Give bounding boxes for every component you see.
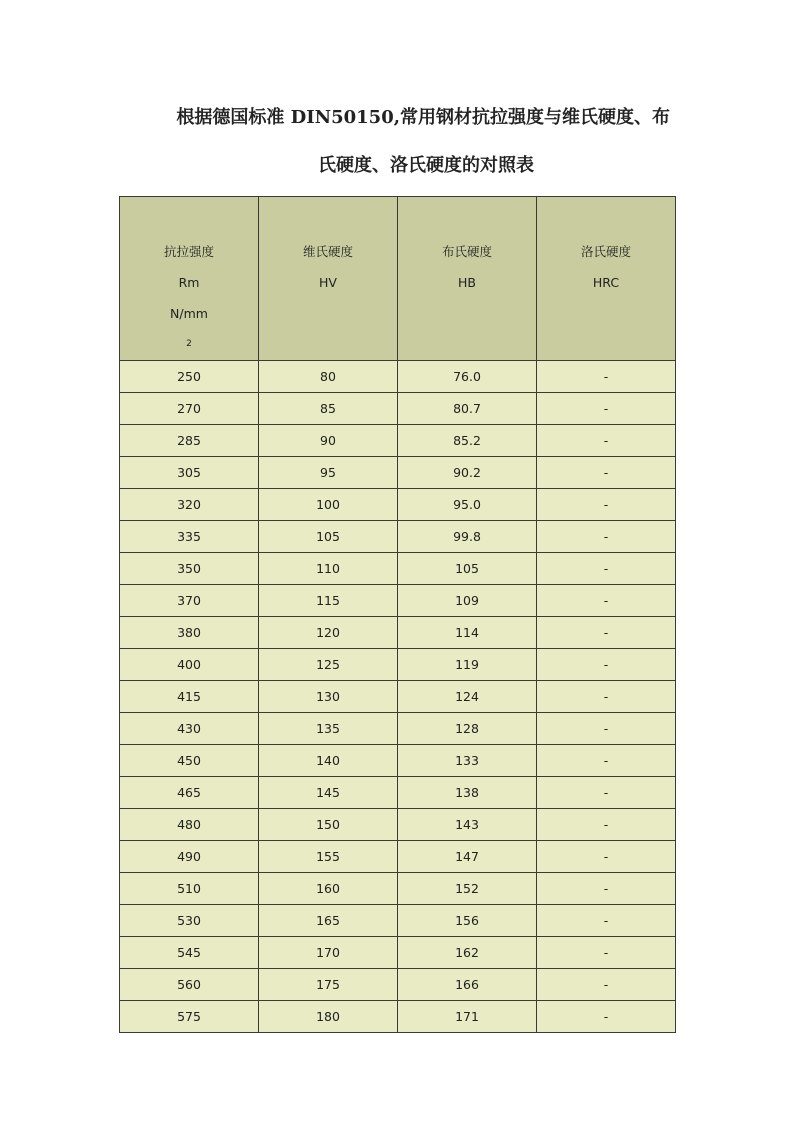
brinell-cell: 156: [398, 905, 537, 937]
brinell-cell: 162: [398, 937, 537, 969]
rockwell-cell: -: [537, 937, 676, 969]
vickers-cell: 120: [259, 617, 398, 649]
rockwell-cell: -: [537, 553, 676, 585]
page-title: [140, 94, 712, 190]
tensile-strength-cell: 305: [120, 457, 259, 489]
table-row: [120, 777, 676, 809]
tensile-strength-cell: 450: [120, 745, 259, 777]
table-row: [120, 937, 676, 969]
table-header: [120, 197, 676, 361]
table-row: [120, 873, 676, 905]
rockwell-cell: -: [537, 489, 676, 521]
vickers-cell: 100: [259, 489, 398, 521]
column-header-vickers: [259, 197, 398, 361]
tensile-strength-cell: 415: [120, 681, 259, 713]
column-header-symbol: HB: [458, 275, 476, 290]
table-row: [120, 969, 676, 1001]
tensile-strength-cell: 510: [120, 873, 259, 905]
brinell-cell: 124: [398, 681, 537, 713]
column-header-name: 维氏硬度: [302, 244, 353, 259]
table-row: [120, 425, 676, 457]
tensile-strength-cell: 530: [120, 905, 259, 937]
page-title-line-1: 根据德国标准 DIN50150,常用钢材抗拉强度与维氏硬度、布: [176, 107, 670, 128]
table-row: [120, 553, 676, 585]
table-row: [120, 521, 676, 553]
tensile-strength-cell: 575: [120, 1001, 259, 1033]
table-row: [120, 713, 676, 745]
table-row: [120, 681, 676, 713]
vickers-cell: 125: [259, 649, 398, 681]
brinell-cell: 76.0: [398, 361, 537, 393]
table-row: [120, 393, 676, 425]
vickers-cell: 175: [259, 969, 398, 1001]
vickers-cell: 115: [259, 585, 398, 617]
tensile-strength-cell: 430: [120, 713, 259, 745]
unit-text: N/mm: [170, 306, 208, 321]
table-row: [120, 361, 676, 393]
column-header-name: 洛氏硬度: [580, 244, 631, 259]
brinell-cell: 99.8: [398, 521, 537, 553]
column-header-symbol: HV: [319, 275, 337, 290]
rockwell-cell: -: [537, 649, 676, 681]
vickers-cell: 135: [259, 713, 398, 745]
brinell-cell: 166: [398, 969, 537, 1001]
table-row: [120, 809, 676, 841]
vickers-cell: 155: [259, 841, 398, 873]
rockwell-cell: -: [537, 745, 676, 777]
tensile-strength-cell: 490: [120, 841, 259, 873]
table-row: [120, 1001, 676, 1033]
rockwell-cell: -: [537, 1001, 676, 1033]
tensile-strength-cell: 480: [120, 809, 259, 841]
rockwell-cell: -: [537, 585, 676, 617]
brinell-cell: 147: [398, 841, 537, 873]
brinell-cell: 105: [398, 553, 537, 585]
vickers-cell: 165: [259, 905, 398, 937]
table-row: [120, 649, 676, 681]
unit-superscript: 2: [186, 339, 192, 349]
vickers-cell: 110: [259, 553, 398, 585]
rockwell-cell: -: [537, 521, 676, 553]
rockwell-cell: -: [537, 777, 676, 809]
vickers-cell: 90: [259, 425, 398, 457]
vickers-cell: 80: [259, 361, 398, 393]
vickers-cell: 145: [259, 777, 398, 809]
tensile-strength-cell: 320: [120, 489, 259, 521]
column-header-name: 布氏硬度: [441, 244, 492, 259]
brinell-cell: 138: [398, 777, 537, 809]
rockwell-cell: -: [537, 681, 676, 713]
tensile-strength-cell: 400: [120, 649, 259, 681]
brinell-cell: 133: [398, 745, 537, 777]
tensile-strength-cell: 270: [120, 393, 259, 425]
rockwell-cell: -: [537, 969, 676, 1001]
table-body: [120, 361, 676, 1033]
tensile-strength-cell: 465: [120, 777, 259, 809]
table-row: [120, 617, 676, 649]
rockwell-cell: -: [537, 809, 676, 841]
vickers-cell: 170: [259, 937, 398, 969]
brinell-cell: 143: [398, 809, 537, 841]
tensile-strength-cell: 560: [120, 969, 259, 1001]
rockwell-cell: -: [537, 393, 676, 425]
page-title-line-2: 氏硬度、洛氏硬度的对照表: [318, 155, 534, 176]
brinell-cell: 114: [398, 617, 537, 649]
brinell-cell: 152: [398, 873, 537, 905]
rockwell-cell: -: [537, 617, 676, 649]
brinell-cell: 119: [398, 649, 537, 681]
tensile-strength-cell: 350: [120, 553, 259, 585]
column-header-brinell: [398, 197, 537, 361]
column-header-name: 抗拉强度: [163, 244, 214, 259]
vickers-cell: 130: [259, 681, 398, 713]
vickers-cell: 180: [259, 1001, 398, 1033]
hardness-conversion-table: [119, 196, 676, 1033]
rockwell-cell: -: [537, 873, 676, 905]
vickers-cell: 150: [259, 809, 398, 841]
tensile-strength-cell: 380: [120, 617, 259, 649]
rockwell-cell: -: [537, 457, 676, 489]
rockwell-cell: -: [537, 905, 676, 937]
table-row: [120, 841, 676, 873]
tensile-strength-cell: 285: [120, 425, 259, 457]
column-header-rockwell: [537, 197, 676, 361]
column-header-symbol: Rm: [178, 275, 200, 290]
table-row: [120, 457, 676, 489]
column-header-unit: [120, 298, 258, 360]
brinell-cell: 128: [398, 713, 537, 745]
rockwell-cell: -: [537, 361, 676, 393]
column-header-tensile-strength: [120, 197, 259, 361]
brinell-cell: 80.7: [398, 393, 537, 425]
brinell-cell: 90.2: [398, 457, 537, 489]
table-row: [120, 585, 676, 617]
brinell-cell: 85.2: [398, 425, 537, 457]
vickers-cell: 95: [259, 457, 398, 489]
brinell-cell: 95.0: [398, 489, 537, 521]
tensile-strength-cell: 370: [120, 585, 259, 617]
table-row: [120, 905, 676, 937]
table-row: [120, 745, 676, 777]
vickers-cell: 140: [259, 745, 398, 777]
rockwell-cell: -: [537, 425, 676, 457]
brinell-cell: 171: [398, 1001, 537, 1033]
rockwell-cell: -: [537, 841, 676, 873]
table-row: [120, 489, 676, 521]
vickers-cell: 85: [259, 393, 398, 425]
table-header-row: [120, 197, 676, 361]
rockwell-cell: -: [537, 713, 676, 745]
tensile-strength-cell: 545: [120, 937, 259, 969]
brinell-cell: 109: [398, 585, 537, 617]
tensile-strength-cell: 335: [120, 521, 259, 553]
column-header-symbol: HRC: [592, 275, 620, 290]
vickers-cell: 105: [259, 521, 398, 553]
tensile-strength-cell: 250: [120, 361, 259, 393]
vickers-cell: 160: [259, 873, 398, 905]
